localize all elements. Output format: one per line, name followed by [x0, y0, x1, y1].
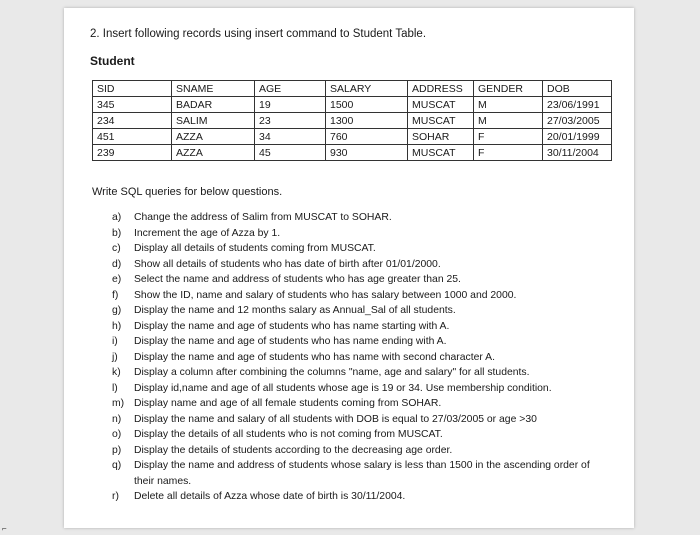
- list-item: [112, 334, 612, 350]
- question-label: a): [112, 212, 122, 223]
- cell-sname: AZZA: [172, 145, 255, 161]
- cell-address: MUSCAT: [408, 97, 474, 113]
- table-row: [93, 97, 612, 113]
- list-item: [112, 226, 612, 242]
- question-text: Display name and age of all female students coming from SOHAR.: [134, 398, 442, 409]
- column-header-sid: SID: [93, 81, 172, 97]
- cell-salary: 1500: [326, 97, 408, 113]
- list-item: [112, 489, 612, 505]
- list-item: [112, 381, 612, 397]
- list-item: [112, 412, 612, 428]
- question-label: h): [112, 320, 122, 332]
- question-text: Display id,name and age of all students whose age is 19 or 34. Use membership condition.: [134, 382, 552, 394]
- question-text: Display the name and 12 months salary as Annual_Sal of all students.: [134, 305, 456, 316]
- question-text: Display a column after combining the columns "name, age and salary" for all students.: [134, 367, 530, 378]
- list-item: [112, 241, 612, 257]
- cell-address: MUSCAT: [408, 145, 474, 161]
- list-item: [112, 210, 612, 226]
- question-text: Change the address of Salim from MUSCAT to SOHAR.: [134, 212, 392, 223]
- question-label: c): [112, 243, 121, 254]
- cell-sid: 234: [93, 113, 172, 129]
- cell-sname: AZZA: [172, 129, 255, 145]
- list-item: [112, 272, 612, 288]
- question-label: g): [112, 305, 122, 316]
- question-label: f): [112, 289, 119, 301]
- list-item: [112, 396, 612, 412]
- question-label: j): [112, 351, 118, 363]
- exercise-heading: 2. Insert following records using insert command to Student Table.: [90, 28, 427, 40]
- question-label: o): [112, 429, 122, 440]
- list-item: [112, 303, 612, 319]
- column-header-sname: SNAME: [172, 81, 255, 97]
- cell-address: MUSCAT: [408, 113, 474, 129]
- question-label: d): [112, 258, 122, 270]
- question-label: q): [112, 460, 122, 471]
- table-row: [93, 113, 612, 129]
- cell-sname: SALIM: [172, 113, 255, 129]
- question-label: p): [112, 444, 122, 456]
- cell-gender: M: [474, 113, 543, 129]
- question-label: r): [112, 491, 119, 502]
- cell-age: 34: [255, 129, 326, 145]
- student-table: [92, 80, 612, 161]
- questions-title: Write SQL queries for below questions.: [92, 186, 283, 198]
- cell-dob: 30/11/2004: [543, 145, 612, 161]
- list-item: [112, 365, 612, 381]
- question-label: e): [112, 274, 122, 285]
- cell-salary: 1300: [326, 113, 408, 129]
- cell-gender: M: [474, 97, 543, 113]
- document-page: [64, 8, 634, 528]
- question-text: Display the details of all students who is not coming from MUSCAT.: [134, 429, 443, 440]
- cell-gender: F: [474, 129, 543, 145]
- cell-dob: 23/06/1991: [543, 97, 612, 113]
- cell-age: 45: [255, 145, 326, 161]
- table-row: [93, 129, 612, 145]
- cell-gender: F: [474, 145, 543, 161]
- cell-age: 23: [255, 113, 326, 129]
- column-header-age: AGE: [255, 81, 326, 97]
- column-header-address: ADDRESS: [408, 81, 474, 97]
- question-label: i): [112, 336, 118, 347]
- question-text: Show all details of students who has date of birth after 01/01/2000.: [134, 258, 441, 270]
- question-text: Display the name and address of students whose salary is less than 1500 in the ascending order of their names.: [134, 460, 590, 487]
- list-item: [112, 443, 612, 459]
- cell-salary: 930: [326, 145, 408, 161]
- question-label: k): [112, 367, 121, 378]
- cell-sid: 451: [93, 129, 172, 145]
- corner-mark-icon: ⌐: [2, 524, 7, 533]
- cell-dob: 27/03/2005: [543, 113, 612, 129]
- list-item: [112, 319, 612, 335]
- cell-address: SOHAR: [408, 129, 474, 145]
- question-text: Display the name and age of students who has name with second character A.: [134, 351, 495, 363]
- cell-sid: 345: [93, 97, 172, 113]
- list-item: [112, 427, 612, 443]
- question-text: Increment the age of Azza by 1.: [134, 227, 281, 239]
- question-text: Display the details of students according to the decreasing age order.: [134, 444, 453, 456]
- cell-dob: 20/01/1999: [543, 129, 612, 145]
- cell-age: 19: [255, 97, 326, 113]
- column-header-gender: GENDER: [474, 81, 543, 97]
- question-text: Select the name and address of students who has age greater than 25.: [134, 274, 461, 285]
- list-item: [112, 288, 612, 304]
- table-row: [93, 145, 612, 161]
- cell-salary: 760: [326, 129, 408, 145]
- question-text: Display the name and salary of all students with DOB is equal to 27/03/2005 or age >30: [134, 413, 537, 425]
- questions-list: [112, 210, 612, 505]
- question-label: b): [112, 227, 122, 239]
- question-text: Show the ID, name and salary of students who has salary between 1000 and 2000.: [134, 289, 517, 301]
- cell-sid: 239: [93, 145, 172, 161]
- question-text: Display all details of students coming from MUSCAT.: [134, 243, 376, 254]
- column-header-salary: SALARY: [326, 81, 408, 97]
- table-header-row: [93, 81, 612, 97]
- cell-sname: BADAR: [172, 97, 255, 113]
- question-text: Display the name and age of students who has name ending with A.: [134, 336, 447, 347]
- list-item: [112, 257, 612, 273]
- list-item: [112, 458, 612, 489]
- table-title: Student: [90, 54, 135, 68]
- list-item: [112, 350, 612, 366]
- question-label: l): [112, 382, 118, 394]
- question-label: n): [112, 413, 122, 425]
- question-label: m): [112, 398, 125, 409]
- question-text: Display the name and age of students who has name starting with A.: [134, 320, 450, 332]
- question-text: Delete all details of Azza whose date of birth is 30/11/2004.: [134, 491, 406, 502]
- column-header-dob: DOB: [543, 81, 612, 97]
